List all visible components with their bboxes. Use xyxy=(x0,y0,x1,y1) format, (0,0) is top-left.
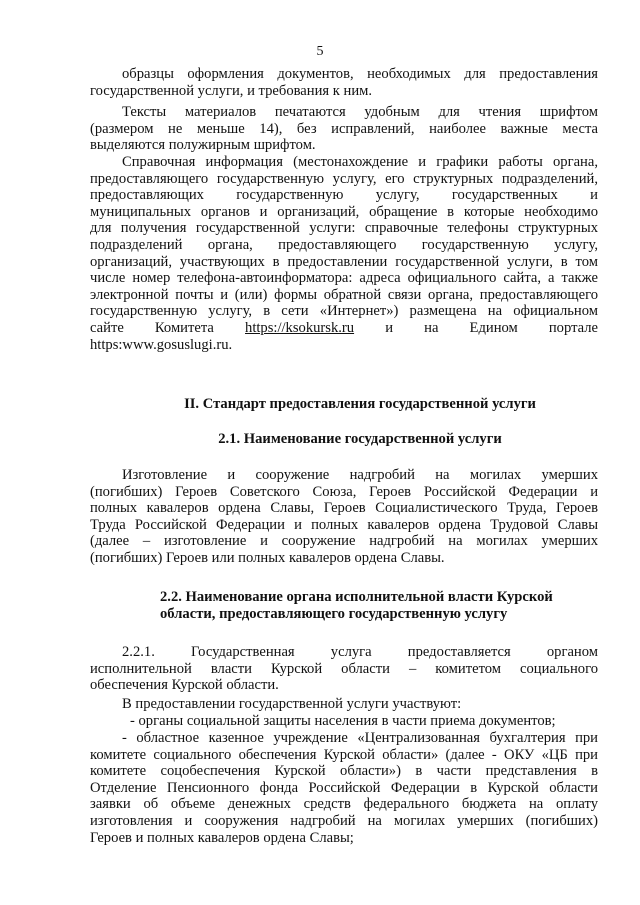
p4-line: Труда Российской Федерации и полных кавалеров ордена Трудовой Славы xyxy=(90,516,598,533)
p7-line: комитете соцобеспечения Курской области») в части представления в xyxy=(90,763,598,780)
gosuslugi-line xyxy=(90,337,598,354)
p2-line: выделяются полужирным шрифтом. xyxy=(90,137,316,154)
page-number: 5 xyxy=(316,44,324,59)
paragraph-participants xyxy=(90,696,598,729)
p3-line: Справочная информация (местонахождение и графики работы органа, xyxy=(122,154,598,170)
p7-line: Отделение Пенсионного фонда Российской Федерации в Курской области xyxy=(90,779,598,796)
p7-line: комитете социального обеспечения Курской области» (далее - ОКУ «ЦБ при xyxy=(90,746,598,763)
p4-line: (погибших) Героев или полных кавалеров ордена Славы. xyxy=(90,549,445,566)
p3-line: предоставляющих государственную услугу, государственных и xyxy=(90,187,598,204)
p1-line: образцы оформления документов, необходимых для предоставления xyxy=(122,66,598,82)
p3-line: государственную услугу, в сети «Интернет») размещена на официальном xyxy=(90,303,598,320)
paragraph-forms-samples xyxy=(90,66,598,99)
p2-line: Тексты материалов печатаются удобным для чтения шрифтом xyxy=(122,104,598,120)
p4-line: полных кавалеров ордена Славы, Героев Социалистического Труда, Героев xyxy=(90,500,598,517)
p3-line: предоставляющего государственную услугу, его структурных подразделений, xyxy=(90,170,598,187)
site-line-before: сайте Комитета xyxy=(90,320,214,336)
committee-site-link[interactable]: https://ksokursk.ru xyxy=(245,320,355,336)
paragraph-2-2-1 xyxy=(90,644,598,694)
paragraph-font-requirements xyxy=(90,104,598,154)
p5-line: обеспечения Курской области. xyxy=(90,677,279,694)
p4-line: Изготовление и сооружение надгробий на могилах умерших xyxy=(122,467,598,483)
p1-line: государственной услуги, и требования к ним. xyxy=(90,82,373,99)
site-line-text xyxy=(90,320,598,337)
p3-line: подразделений органа, предоставляющего государственную услугу, xyxy=(90,236,598,253)
p5-line: исполнительной власти Курской области – комитетом социального xyxy=(90,660,598,677)
paragraph-service-name xyxy=(90,467,598,567)
p3-line: числе номер телефона-автоинформатора: адреса официального сайта, а также xyxy=(90,270,598,287)
paragraph-reference-info xyxy=(90,154,598,320)
p4-line: (погибших) Героев Советского Союза, Героев Российской Федерации и xyxy=(90,483,598,500)
subsection-2-1-title: 2.1. Наименование государственной услуги xyxy=(218,431,502,447)
p7-line: Героев и полных кавалеров ордена Славы; xyxy=(90,829,354,846)
subsection-2-2-title-line2: области, предоставляющего государственную услугу xyxy=(160,605,508,622)
p7-line: заявки об объеме денежных средств федерального бюджета на оплату xyxy=(90,796,598,813)
p4-line: (далее – изготовление и сооружение надгробий на могилах умерших xyxy=(90,533,598,550)
p3-line: для получения государственной услуги: справочные телефоны структурных xyxy=(90,220,598,237)
p6-line: В предоставлении государственной услуги участвуют: xyxy=(122,696,462,712)
p3-line: организаций, участвующих в предоставлении государственной услуги, в том xyxy=(90,253,598,270)
p2-line: (размером не меньше 14), без исправлений, наиболее важные места xyxy=(90,120,598,137)
p7-line: изготовления и сооружения надгробий на могилах умерших (погибших) xyxy=(90,812,598,829)
paragraph-accounting-institution xyxy=(90,730,598,846)
site-line xyxy=(90,320,598,337)
subsection-2-2-title xyxy=(160,589,600,622)
gosuslugi-url: https:www.gosuslugi.ru. xyxy=(90,337,233,353)
p7-line: - областное казенное учреждение «Централизованная бухгалтерия при xyxy=(122,730,598,746)
p5-line: 2.2.1. Государственная услуга предоставляется органом xyxy=(122,644,598,660)
p3-line: электронной почты и (или) формы обратной связи органа, предоставляющего xyxy=(90,286,598,303)
p3-line: муниципальных органов и организаций, обращение в которые необходимо xyxy=(90,203,598,220)
section-2-title: II. Стандарт предоставления государственной услуги xyxy=(184,396,536,412)
site-line-after: и на Едином портале xyxy=(385,320,599,336)
subsection-2-2-title-line1: 2.2. Наименование органа исполнительной власти Курской xyxy=(160,589,553,605)
p6-line: - органы социальной защиты населения в части приема документов; xyxy=(130,712,556,729)
